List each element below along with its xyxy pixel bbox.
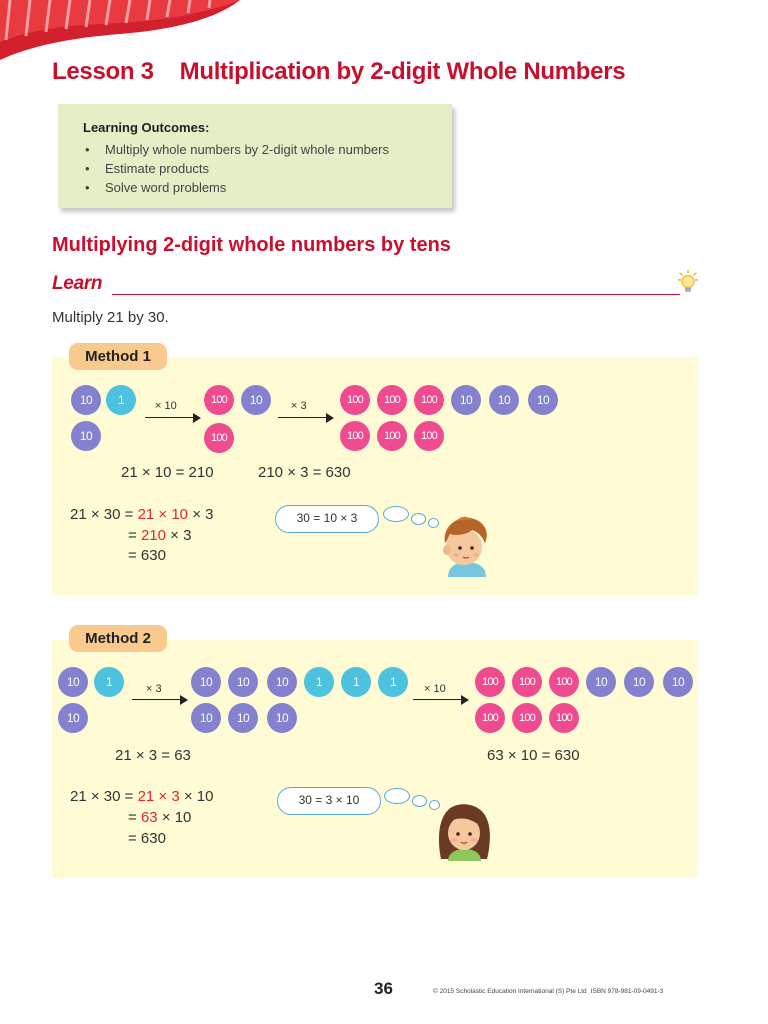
- corner-decoration: [0, 0, 250, 62]
- ten-disc: 10: [241, 385, 271, 415]
- right-arrow-icon: [278, 412, 334, 424]
- right-arrow-icon: [132, 694, 188, 706]
- hundred-disc: 100: [340, 421, 370, 451]
- hundred-disc: 100: [475, 703, 505, 733]
- thought-bubble-dot: [383, 506, 409, 522]
- working-line-2: = 63 × 10: [128, 809, 192, 826]
- hundred-disc: 100: [340, 385, 370, 415]
- copyright-notice: © 2015 Scholastic Education International (S) Pte Ltd ISBN 978-981-09-0491-3: [433, 988, 664, 995]
- one-disc: 1: [106, 385, 136, 415]
- arrow-label: × 10: [155, 400, 177, 412]
- arrow-label: × 3: [146, 683, 162, 695]
- ten-disc: 10: [586, 667, 616, 697]
- arrow-label: × 3: [291, 400, 307, 412]
- ten-disc: 10: [71, 385, 101, 415]
- learn-divider: [112, 294, 680, 295]
- working-line-1: 21 × 30 = 21 × 10 × 3: [70, 506, 214, 523]
- hundred-disc: 100: [512, 667, 542, 697]
- arrow-label: × 10: [424, 683, 446, 695]
- ten-disc: 10: [228, 667, 258, 697]
- list-item: • Estimate products: [85, 161, 210, 176]
- lesson-title: [52, 58, 625, 86]
- working-line-1: 21 × 30 = 21 × 3 × 10: [70, 788, 214, 805]
- one-disc: 1: [304, 667, 334, 697]
- hundred-disc: 100: [512, 703, 542, 733]
- problem-prompt: Multiply 21 by 30.: [52, 309, 169, 326]
- thought-bubble-dot: [384, 788, 410, 804]
- ten-disc: 10: [624, 667, 654, 697]
- ten-disc: 10: [228, 703, 258, 733]
- ten-disc: 10: [451, 385, 481, 415]
- method-1-tab: Method 1: [69, 343, 167, 370]
- hundred-disc: 100: [549, 703, 579, 733]
- ten-disc: 10: [267, 703, 297, 733]
- one-disc: 1: [341, 667, 371, 697]
- girl-illustration: [434, 797, 494, 863]
- one-disc: 1: [94, 667, 124, 697]
- learning-outcomes-box: [58, 104, 452, 208]
- right-arrow-icon: [145, 412, 201, 424]
- working-line-3: = 630: [128, 547, 166, 564]
- hundred-disc: 100: [377, 421, 407, 451]
- ten-disc: 10: [528, 385, 558, 415]
- learn-badge: Learn: [52, 273, 103, 294]
- thought-bubble-dot: [411, 513, 426, 525]
- equation: 63 × 10 = 630: [487, 747, 580, 764]
- list-item: • Multiply whole numbers by 2-digit whole numbers: [85, 142, 389, 157]
- boy-illustration: [434, 511, 498, 579]
- learning-outcomes-list: [85, 140, 389, 197]
- lightbulb-icon: [678, 270, 698, 296]
- working-line-3: = 630: [128, 830, 166, 847]
- method-2-tab: Method 2: [69, 625, 167, 652]
- ten-disc: 10: [267, 667, 297, 697]
- hundred-disc: 100: [475, 667, 505, 697]
- working-line-2: = 210 × 3: [128, 527, 192, 544]
- lesson-title-text: Multiplication by 2-digit Whole Numbers: [179, 58, 626, 85]
- equation: 210 × 3 = 630: [258, 464, 351, 481]
- hundred-disc: 100: [414, 421, 444, 451]
- equation: 21 × 3 = 63: [115, 747, 191, 764]
- hundred-disc: 100: [414, 385, 444, 415]
- page-number: 36: [374, 979, 393, 998]
- ten-disc: 10: [489, 385, 519, 415]
- thought-bubble: 30 = 3 × 10: [277, 787, 381, 815]
- ten-disc: 10: [58, 703, 88, 733]
- list-item: • Solve word problems: [85, 180, 227, 195]
- one-disc: 1: [378, 667, 408, 697]
- hundred-disc: 100: [204, 385, 234, 415]
- isbn: ISBN 978-981-09-0491-3: [590, 988, 664, 995]
- ten-disc: 10: [663, 667, 693, 697]
- right-arrow-icon: [413, 694, 469, 706]
- learning-outcomes-heading: Learning Outcomes:: [83, 120, 210, 135]
- ten-disc: 10: [71, 421, 101, 451]
- section-title: Multiplying 2-digit whole numbers by tens: [52, 234, 451, 256]
- hundred-disc: 100: [549, 667, 579, 697]
- hundred-disc: 100: [204, 423, 234, 453]
- ten-disc: 10: [58, 667, 88, 697]
- thought-bubble: 30 = 10 × 3: [275, 505, 379, 533]
- lesson-number: Lesson 3: [52, 58, 154, 85]
- ten-disc: 10: [191, 703, 221, 733]
- hundred-disc: 100: [377, 385, 407, 415]
- equation: 21 × 10 = 210: [121, 464, 214, 481]
- thought-bubble-dot: [412, 795, 427, 807]
- ten-disc: 10: [191, 667, 221, 697]
